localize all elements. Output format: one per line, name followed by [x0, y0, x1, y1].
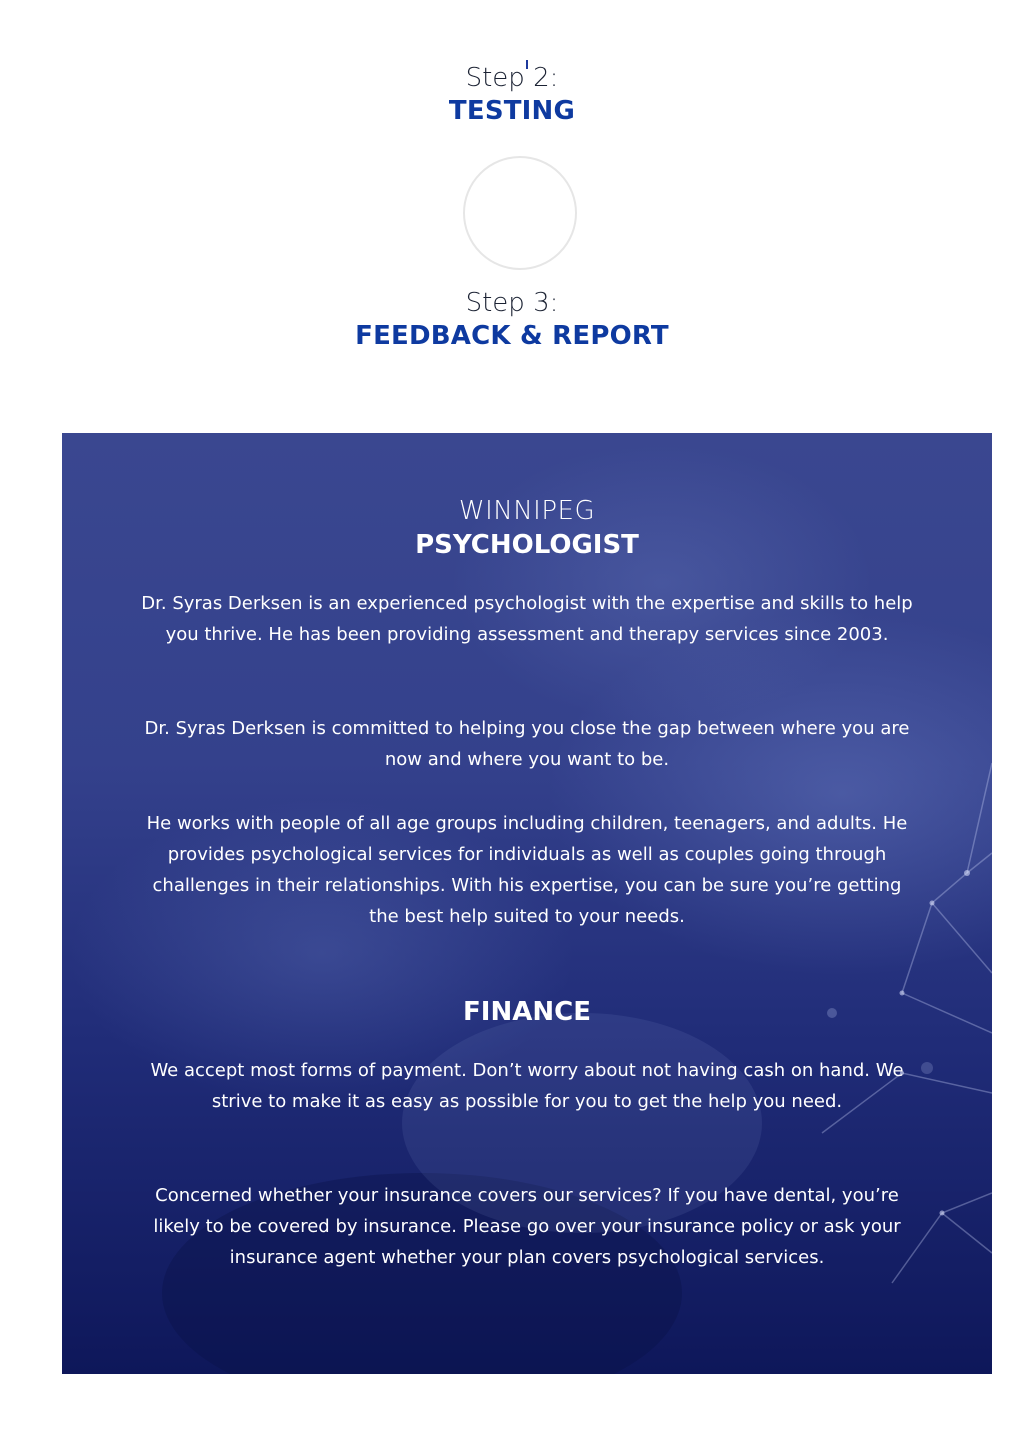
section-title-psychologist: PSYCHOLOGIST — [415, 530, 639, 560]
paragraph: Concerned whether your insurance covers our services? If you have dental, you’re likely to be covered by insurance. Please go over your insurance policy or ask your insurance agent whether your plan covers psychological services. — [153, 1185, 901, 1268]
step-label: Step 3: — [465, 288, 559, 318]
step-feedback-report — [0, 287, 1024, 353]
step-testing — [0, 62, 1024, 128]
step-title: TESTING — [448, 96, 576, 126]
section-kicker: WINNIPEG — [458, 496, 596, 526]
paragraph: Dr. Syras Derksen is committed to helping you close the gap between where you are now and where you want to be. — [144, 718, 910, 770]
process-steps — [0, 0, 1024, 430]
info-panel — [62, 433, 992, 1374]
section-title-finance: FINANCE — [463, 997, 591, 1027]
paragraph: Dr. Syras Derksen is an experienced psychologist with the expertise and skills to help you thrive. He has been providing assessment and therapy services since 2003. — [141, 593, 913, 645]
paragraph: He works with people of all age groups including children, teenagers, and adults. He provides psychological services for individuals as well as couples going through challenges in their relationships. With his expertise, you can be sure you’re getting the best help suited to your needs. — [146, 813, 908, 927]
step-label: Step 2: — [465, 63, 559, 93]
step-title: FEEDBACK & REPORT — [355, 321, 669, 351]
paragraph: We accept most forms of payment. Don’t worry about not having cash on hand. We strive to make it as easy as possible for you to get the help you need. — [150, 1060, 904, 1112]
step-circle-icon — [463, 156, 577, 270]
panel-content — [62, 433, 992, 1374]
